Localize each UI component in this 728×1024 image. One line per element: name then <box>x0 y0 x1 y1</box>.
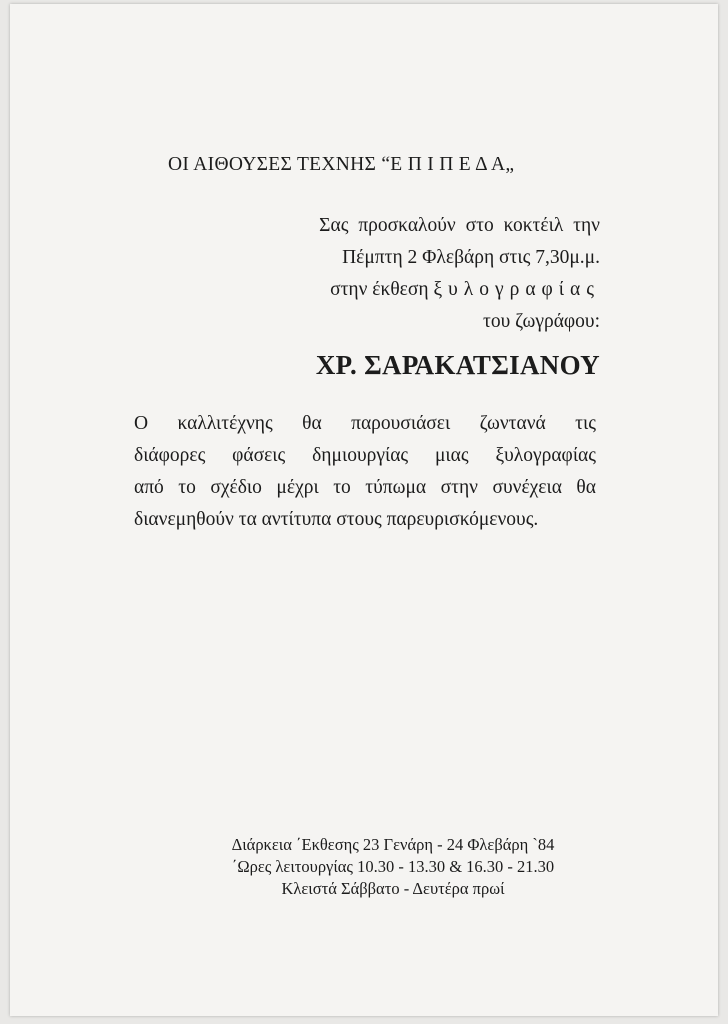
description-line: από το σχέδιο μέχρι το τύπωμα στην συνέχεια θα <box>134 477 596 498</box>
invitation-line-2: Πέμπτη 2 Φλεβάρη στις 7,30μ.μ. <box>342 247 600 268</box>
description-line: διανεμηθούν τα αντίτυπα στους παρευρισκόμενους. <box>134 509 539 530</box>
closed-days: Κλειστά Σάββατο - Δευτέρα πρωί <box>281 879 505 898</box>
invitation-line-4: του ζωγράφου: <box>483 311 600 332</box>
exhibition-duration: Διάρκεια ΄Εκθεσης 23 Γενάρη - 24 Φλεβάρη `84 <box>231 835 555 854</box>
invitation-line-3 <box>180 274 600 306</box>
description-line: διάφορες φάσεις δημιουργίας μιας ξυλογραφίας <box>134 445 596 466</box>
invitation-text <box>180 210 600 338</box>
exhibition-info <box>148 834 638 900</box>
invitation-line-3-woodcut: ξυλογραφίας <box>433 279 600 300</box>
invitation-line-1: Σας προσκαλούν στο κοκτέιλ την <box>319 215 600 236</box>
opening-hours: ΄Ωρες λειτουργίας 10.30 - 13.30 & 16.30 - 21.30 <box>231 857 555 876</box>
artist-name: ΧΡ. ΣΑΡΑΚΑΤΣΙΑΝΟΥ <box>315 350 600 380</box>
invitation-line-3-prefix: στην έκθεση <box>330 279 429 300</box>
gallery-title: ΟΙ ΑΙΘΟΥΣΕΣ ΤΕΧΝΗΣ “Ε Π Ι Π Ε Δ Α„ <box>168 154 515 175</box>
description-paragraph <box>134 408 596 536</box>
description-line: Ο καλλιτέχνης θα παρουσιάσει ζωντανά τις <box>134 413 596 434</box>
